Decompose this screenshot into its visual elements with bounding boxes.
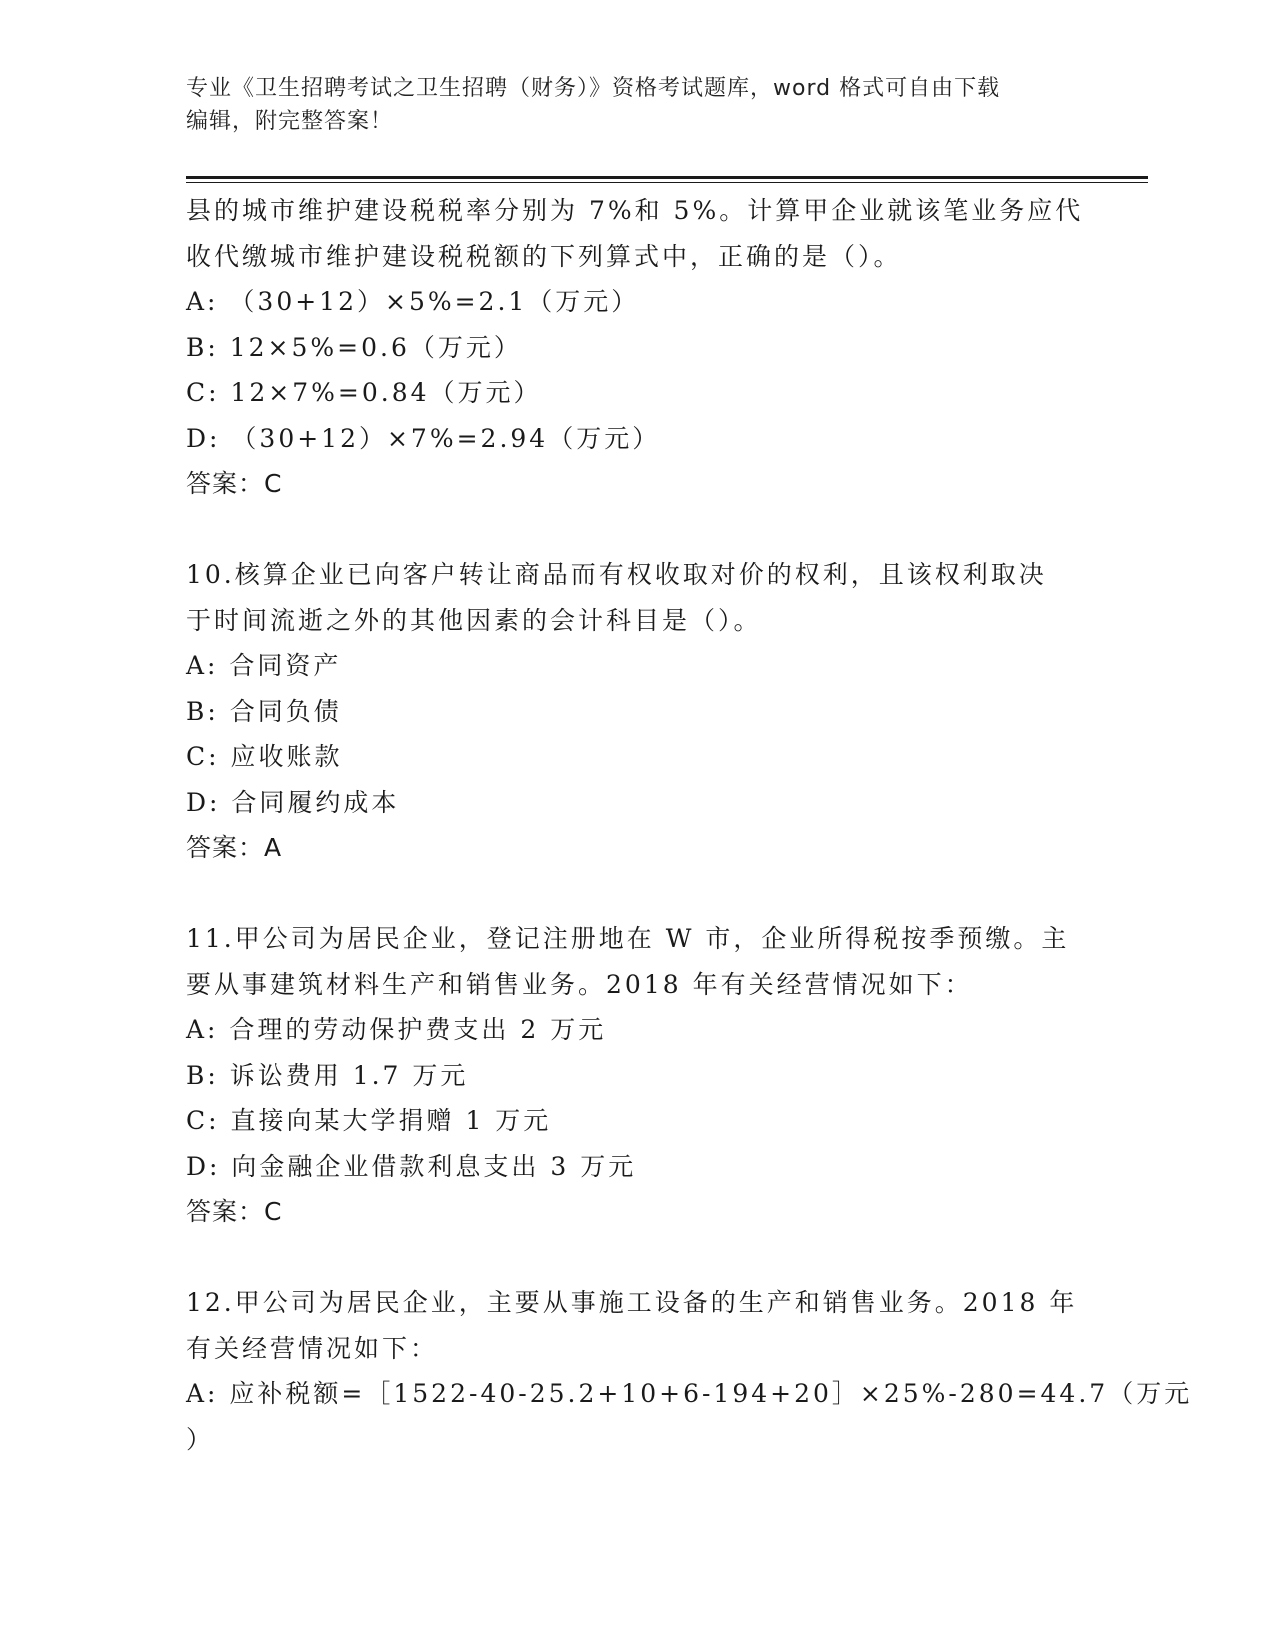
- spacer: [186, 1235, 1086, 1281]
- question-stem-line: 11.甲公司为居民企业，登记注册地在 W 市，企业所得税按季预缴。主: [186, 924, 1070, 953]
- header-line-2: 编辑，附完整答案！: [186, 109, 394, 134]
- option-c: C: 直接向某大学捐赠 1 万元: [186, 1106, 552, 1135]
- question-stem-line: 12.甲公司为居民企业，主要从事施工设备的生产和销售业务。2018 年: [186, 1288, 1078, 1317]
- spacer: [186, 871, 1086, 917]
- option-b: B: 诉讼费用 1.7 万元: [186, 1060, 469, 1090]
- document-header: [186, 72, 1086, 138]
- question-stem-line: 要从事建筑材料生产和销售业务。2018 年有关经营情况如下：: [186, 969, 973, 999]
- header-rule-thick: [186, 176, 1148, 179]
- question-stem-line: 县的城市维护建设税税率分别为 7%和 5%。计算甲企业就该笔业务应代: [186, 196, 1084, 225]
- question-stem-line: 于时间流逝之外的其他因素的会计科目是（）。: [186, 605, 762, 635]
- option-c: C: 12×7%=0.84（万元）: [186, 378, 542, 407]
- option-a: A: 合理的劳动保护费支出 2 万元: [186, 1015, 607, 1044]
- question-stem-line: 10.核算企业已向客户转让商品而有权收取对价的权利，且该权利取决: [186, 560, 1047, 589]
- question-10: [186, 552, 1086, 871]
- option-b: B: 合同负债: [186, 696, 342, 726]
- option-d: D: 向金融企业借款利息支出 3 万元: [186, 1151, 637, 1181]
- option-a: A: 合同资产: [186, 651, 342, 680]
- question-11: [186, 916, 1086, 1235]
- header-rule-thin: [186, 182, 1148, 183]
- question-stem-line: 收代缴城市维护建设税税额的下列算式中，正确的是（）。: [186, 241, 902, 271]
- option-c: C: 应收账款: [186, 742, 343, 771]
- option-d: D: （30+12）×7%=2.94（万元）: [186, 423, 661, 453]
- question-content: [186, 188, 1193, 1462]
- answer-line: 答案：C: [186, 1197, 283, 1226]
- question-9: [186, 188, 1086, 507]
- header-line-1: 专业《卫生招聘考试之卫生招聘（财务）》资格考试题库，word 格式可自由下载: [186, 76, 1001, 101]
- spacer: [186, 507, 1086, 553]
- option-d: D: 合同履约成本: [186, 787, 400, 817]
- question-12: [186, 1280, 1193, 1462]
- option-a: A: 应补税额=［1522-40-25.2+10+6-194+20］×25%-280=44.7（万元: [186, 1379, 1193, 1408]
- option-b: B: 12×5%=0.6（万元）: [186, 332, 522, 362]
- question-stem-line: 有关经营情况如下：: [186, 1333, 439, 1363]
- answer-line: 答案：A: [186, 833, 283, 862]
- answer-line: 答案：C: [186, 469, 283, 498]
- option-a-continuation: ）: [186, 1424, 215, 1454]
- option-a: A: （30+12）×5%=2.1（万元）: [186, 287, 640, 316]
